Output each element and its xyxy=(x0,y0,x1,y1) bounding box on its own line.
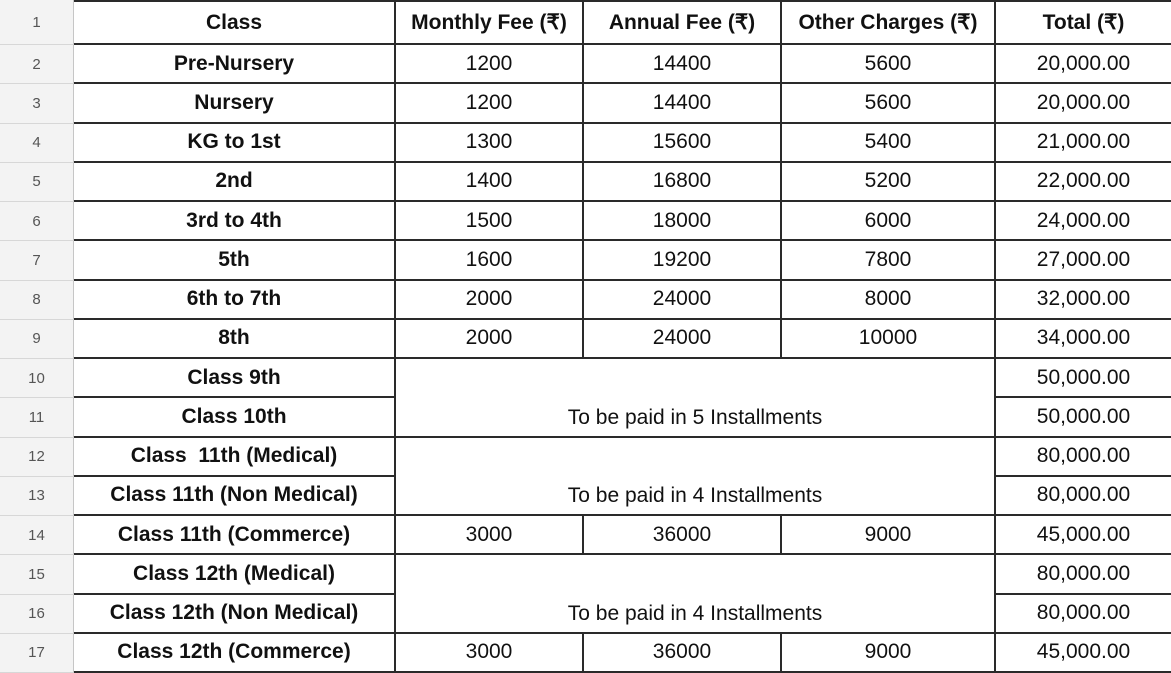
cell-annual-fee[interactable]: 16800 xyxy=(584,163,782,202)
row-header[interactable]: 4 xyxy=(0,124,74,163)
cell-class[interactable]: 6th to 7th xyxy=(74,281,396,320)
cell-total[interactable]: 50,000.00 xyxy=(996,359,1171,398)
cell-total[interactable]: 22,000.00 xyxy=(996,163,1171,202)
row-header[interactable]: 16 xyxy=(0,595,74,634)
row-header[interactable]: 7 xyxy=(0,241,74,280)
cell-total[interactable]: 20,000.00 xyxy=(996,84,1171,123)
cell-total[interactable]: 21,000.00 xyxy=(996,124,1171,163)
cell-annual-fee[interactable]: 36000 xyxy=(584,516,782,555)
cell-class[interactable]: 2nd xyxy=(74,163,396,202)
cell-monthly-fee[interactable]: 1200 xyxy=(396,45,584,84)
cell-total[interactable]: 80,000.00 xyxy=(996,438,1171,477)
cell-class[interactable]: Class 12th (Medical) xyxy=(74,555,396,594)
cell-monthly-fee[interactable]: 1400 xyxy=(396,163,584,202)
row-header[interactable]: 12 xyxy=(0,438,74,477)
cell-other-charges[interactable]: 8000 xyxy=(782,281,996,320)
cell-other-charges[interactable]: 9000 xyxy=(782,516,996,555)
cell-annual-fee[interactable]: 14400 xyxy=(584,84,782,123)
row-header[interactable]: 5 xyxy=(0,163,74,202)
cell-other-charges[interactable]: 10000 xyxy=(782,320,996,359)
cell-annual-fee[interactable]: 24000 xyxy=(584,320,782,359)
row-header[interactable]: 2 xyxy=(0,45,74,84)
cell-annual-fee[interactable]: 24000 xyxy=(584,281,782,320)
cell-monthly-fee[interactable]: 3000 xyxy=(396,634,584,673)
header-other-charges[interactable]: Other Charges (₹) xyxy=(782,0,996,45)
cell-annual-fee[interactable]: 18000 xyxy=(584,202,782,241)
cell-annual-fee[interactable]: 15600 xyxy=(584,124,782,163)
cell-class[interactable]: Class 12th (Non Medical) xyxy=(74,595,396,634)
row-header[interactable]: 1 xyxy=(0,0,74,45)
cell-other-charges[interactable]: 5600 xyxy=(782,45,996,84)
merged-installment-note[interactable]: To be paid in 4 Installments xyxy=(396,438,996,517)
merged-installment-note[interactable]: To be paid in 5 Installments xyxy=(396,359,996,438)
cell-class[interactable]: 8th xyxy=(74,320,396,359)
cell-total[interactable]: 24,000.00 xyxy=(996,202,1171,241)
cell-other-charges[interactable]: 9000 xyxy=(782,634,996,673)
cell-monthly-fee[interactable]: 3000 xyxy=(396,516,584,555)
cell-total[interactable]: 27,000.00 xyxy=(996,241,1171,280)
cell-monthly-fee[interactable]: 2000 xyxy=(396,281,584,320)
row-header[interactable]: 6 xyxy=(0,202,74,241)
merged-installment-note[interactable]: To be paid in 4 Installments xyxy=(396,555,996,634)
cell-annual-fee[interactable]: 19200 xyxy=(584,241,782,280)
header-monthly-fee[interactable]: Monthly Fee (₹) xyxy=(396,0,584,45)
cell-monthly-fee[interactable]: 1300 xyxy=(396,124,584,163)
cell-class[interactable]: Class 9th xyxy=(74,359,396,398)
cell-total[interactable]: 34,000.00 xyxy=(996,320,1171,359)
row-header[interactable]: 13 xyxy=(0,477,74,516)
cell-class[interactable]: Class 11th (Non Medical) xyxy=(74,477,396,516)
header-total[interactable]: Total (₹) xyxy=(996,0,1171,45)
cell-total[interactable]: 45,000.00 xyxy=(996,634,1171,673)
cell-class[interactable]: Pre-Nursery xyxy=(74,45,396,84)
cell-monthly-fee[interactable]: 1600 xyxy=(396,241,584,280)
cell-class[interactable]: Nursery xyxy=(74,84,396,123)
cell-annual-fee[interactable]: 14400 xyxy=(584,45,782,84)
row-header[interactable]: 8 xyxy=(0,281,74,320)
cell-class[interactable]: KG to 1st xyxy=(74,124,396,163)
cell-class[interactable]: 5th xyxy=(74,241,396,280)
row-header[interactable]: 3 xyxy=(0,84,74,123)
cell-other-charges[interactable]: 5200 xyxy=(782,163,996,202)
row-header[interactable]: 17 xyxy=(0,634,74,673)
cell-monthly-fee[interactable]: 1200 xyxy=(396,84,584,123)
cell-class[interactable]: Class 11th (Commerce) xyxy=(74,516,396,555)
cell-monthly-fee[interactable]: 2000 xyxy=(396,320,584,359)
row-header[interactable]: 10 xyxy=(0,359,74,398)
cell-total[interactable]: 80,000.00 xyxy=(996,477,1171,516)
row-header[interactable]: 9 xyxy=(0,320,74,359)
cell-total[interactable]: 80,000.00 xyxy=(996,595,1171,634)
header-annual-fee[interactable]: Annual Fee (₹) xyxy=(584,0,782,45)
row-header[interactable]: 15 xyxy=(0,555,74,594)
cell-other-charges[interactable]: 6000 xyxy=(782,202,996,241)
cell-total[interactable]: 20,000.00 xyxy=(996,45,1171,84)
cell-total[interactable]: 50,000.00 xyxy=(996,398,1171,437)
cell-monthly-fee[interactable]: 1500 xyxy=(396,202,584,241)
cell-class[interactable]: 3rd to 4th xyxy=(74,202,396,241)
cell-total[interactable]: 45,000.00 xyxy=(996,516,1171,555)
cell-other-charges[interactable]: 7800 xyxy=(782,241,996,280)
cell-other-charges[interactable]: 5600 xyxy=(782,84,996,123)
row-header[interactable]: 14 xyxy=(0,516,74,555)
cell-class[interactable]: Class 12th (Commerce) xyxy=(74,634,396,673)
cell-annual-fee[interactable]: 36000 xyxy=(584,634,782,673)
cell-total[interactable]: 32,000.00 xyxy=(996,281,1171,320)
cell-total[interactable]: 80,000.00 xyxy=(996,555,1171,594)
cell-class[interactable]: Class 10th xyxy=(74,398,396,437)
cell-other-charges[interactable]: 5400 xyxy=(782,124,996,163)
header-class[interactable]: Class xyxy=(74,0,396,45)
cell-class[interactable]: Class 11th (Medical) xyxy=(74,438,396,477)
row-header[interactable]: 11 xyxy=(0,398,74,437)
